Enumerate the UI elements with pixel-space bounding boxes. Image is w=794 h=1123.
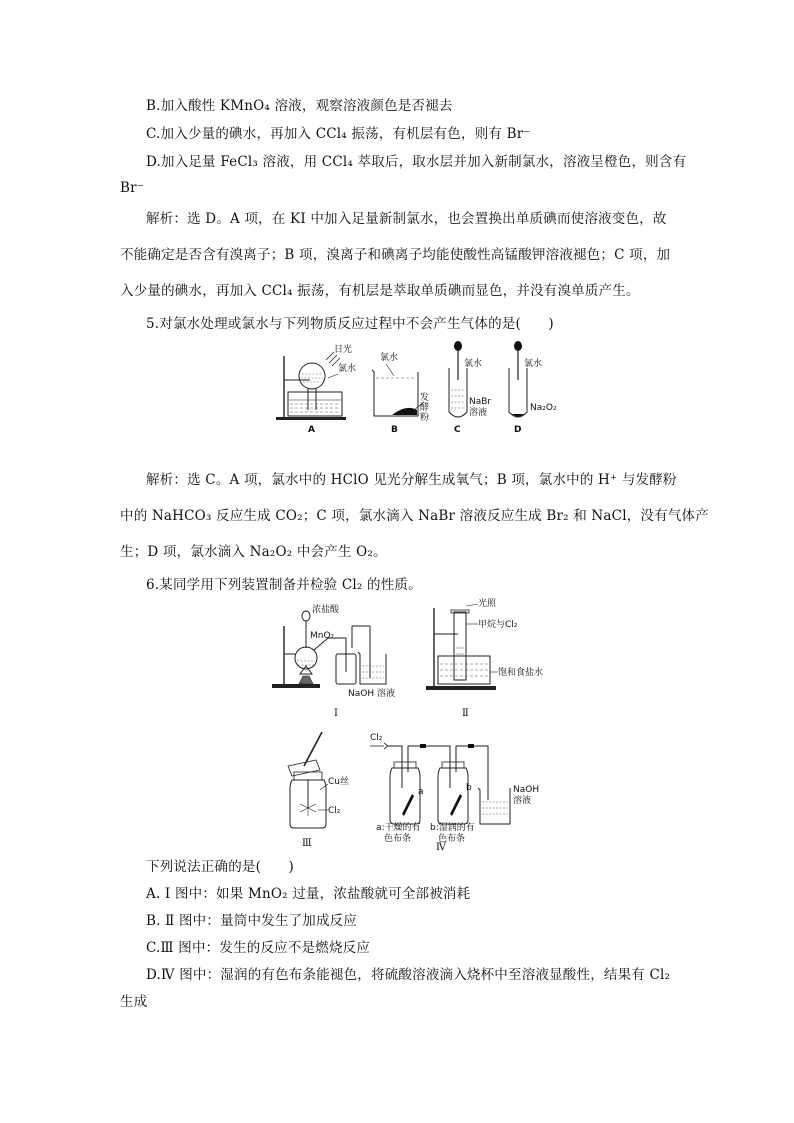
naoh-label-4: NaOH (513, 785, 540, 795)
chlorine-water-b-label: 氯水 (380, 353, 399, 363)
naoh-solution-label-4: 溶液 (513, 796, 532, 806)
light-label: 光照 (478, 599, 497, 609)
q5-explanation-line2: 中的 NaHCO₃ 反应生成 CO₂；C 项，氯水滴入 NaBr 溶液反应生成 Br₂ 和 NaCl，没有气体产 (120, 508, 709, 524)
baking-powder-label-2: 酵 (420, 403, 430, 413)
setup-iii (288, 732, 349, 849)
q4-explanation-line2: 不能确定是否含有溴离子；B 项，溴离子和碘离子均能使酸性高锰酸钾溶液褪色；C 项，加 (120, 247, 671, 263)
roman-numeral-1: Ⅰ (334, 708, 338, 719)
q6-option-c: C.Ⅲ 图中：发生的反应不是燃烧反应 (146, 940, 371, 956)
setup-iv (370, 733, 539, 852)
dry-cloth-label-2: 色布条 (384, 834, 412, 844)
dry-cloth-label-1: a:干燥的有 (376, 823, 421, 833)
apparatus-d (509, 341, 557, 435)
q4-option-b: B.加入酸性 KMnO₄ 溶液，观察溶液颜色是否褪去 (146, 98, 453, 114)
nabr-label: NaBr (469, 397, 492, 407)
wet-cloth-label-1: b:湿润的有 (430, 823, 475, 833)
q4-explanation-line3: 入少量的碘水，再加入 CCl₄ 振荡，有机层是萃取单质碘而显色，并没有溴单质产生。 (120, 283, 640, 299)
cl2-jar-label: Cl₂ (328, 806, 341, 816)
q5-figure (268, 338, 564, 438)
naoh-solution-label-1: NaOH 溶液 (348, 689, 395, 699)
q6-option-b: B. Ⅱ 图中：量筒中发生了加成反应 (146, 913, 358, 929)
q5-stem: 5.对氯水处理或氯水与下列物质反应过程中不会产生气体的是( ) (146, 316, 554, 332)
methane-cl2-label: 甲烷与Cl₂ (478, 620, 518, 630)
label-b: b (466, 783, 472, 793)
q4-explanation-line1: 解析：选 D。A 项，在 KI 中加入足量新制氯水，也会置换出单质碘而使溶液变色，故 (146, 211, 667, 227)
apparatus-b (372, 351, 429, 435)
wet-cloth-label-2: 色布条 (438, 834, 466, 844)
q6-prompt: 下列说法正确的是( ) (146, 859, 294, 875)
baking-powder-label-1: 发 (420, 393, 430, 403)
apparatus-c (449, 341, 491, 435)
setup-i (272, 603, 395, 719)
q6-option-d-line1: D.Ⅳ 图中：湿润的有色布条能褪色，将硫酸溶液滴入烧杯中至溶液显酸性，结果有 Cl₂ (146, 967, 671, 983)
label-a: a (418, 787, 424, 797)
q4-option-c: C.加入少量的碘水，再加入 CCl₄ 振荡，有机层有色，则有 Br⁻ (146, 126, 531, 142)
chlorine-water-d-label: 氯水 (524, 359, 543, 369)
chlorine-water-a-label: 氯水 (338, 364, 357, 374)
apparatus-a (276, 343, 356, 435)
q6-figure-top (266, 598, 566, 723)
q6-stem: 6.某同学用下列装置制备并检验 Cl₂ 的性质。 (146, 577, 422, 593)
roman-numeral-4: Ⅳ (436, 842, 446, 852)
sunlight-label: 日光 (334, 345, 353, 355)
chlorine-water-c-label: 氯水 (464, 359, 483, 369)
roman-numeral-2: Ⅱ (462, 708, 469, 719)
cu-wire-label: Cu丝 (328, 777, 349, 787)
roman-numeral-3: Ⅲ (302, 838, 312, 849)
solution-label: 溶液 (469, 408, 488, 418)
q4-option-d-line2: Br⁻ (120, 180, 145, 196)
q6-option-a: A. Ⅰ 图中：如果 MnO₂ 过量，浓盐酸就可全部被消耗 (146, 886, 471, 902)
baking-powder-label-3: 粉 (420, 413, 430, 423)
q4-option-d-line1: D.加入足量 FeCl₃ 溶液，用 CCl₄ 萃取后，取水层并加入新制氯水，溶液呈橙色，则含有 (146, 154, 687, 170)
mno2-label: MnO₂ (310, 631, 335, 641)
q5-explanation-line1: 解析：选 C。A 项，氯水中的 HClO 见光分解生成氧气；B 项，氯水中的 H⁺ 与发酵粉 (146, 472, 677, 488)
q6-figure-bottom (280, 728, 570, 852)
q5-explanation-line3: 生；D 项，氯水滴入 Na₂O₂ 中会产生 O₂。 (120, 544, 387, 560)
caption-c: C (454, 425, 461, 435)
caption-b: B (391, 425, 398, 435)
q6-option-d-line2: 生成 (120, 994, 148, 1010)
saturated-brine-label: 饱和食盐水 (498, 668, 544, 678)
cl2-inlet-label: Cl₂ (370, 733, 383, 743)
caption-a: A (308, 425, 315, 435)
caption-d: D (514, 425, 522, 435)
na2o2-label: Na₂O₂ (530, 403, 557, 413)
setup-ii (426, 598, 543, 719)
conc-hcl-label: 浓盐酸 (312, 605, 340, 615)
